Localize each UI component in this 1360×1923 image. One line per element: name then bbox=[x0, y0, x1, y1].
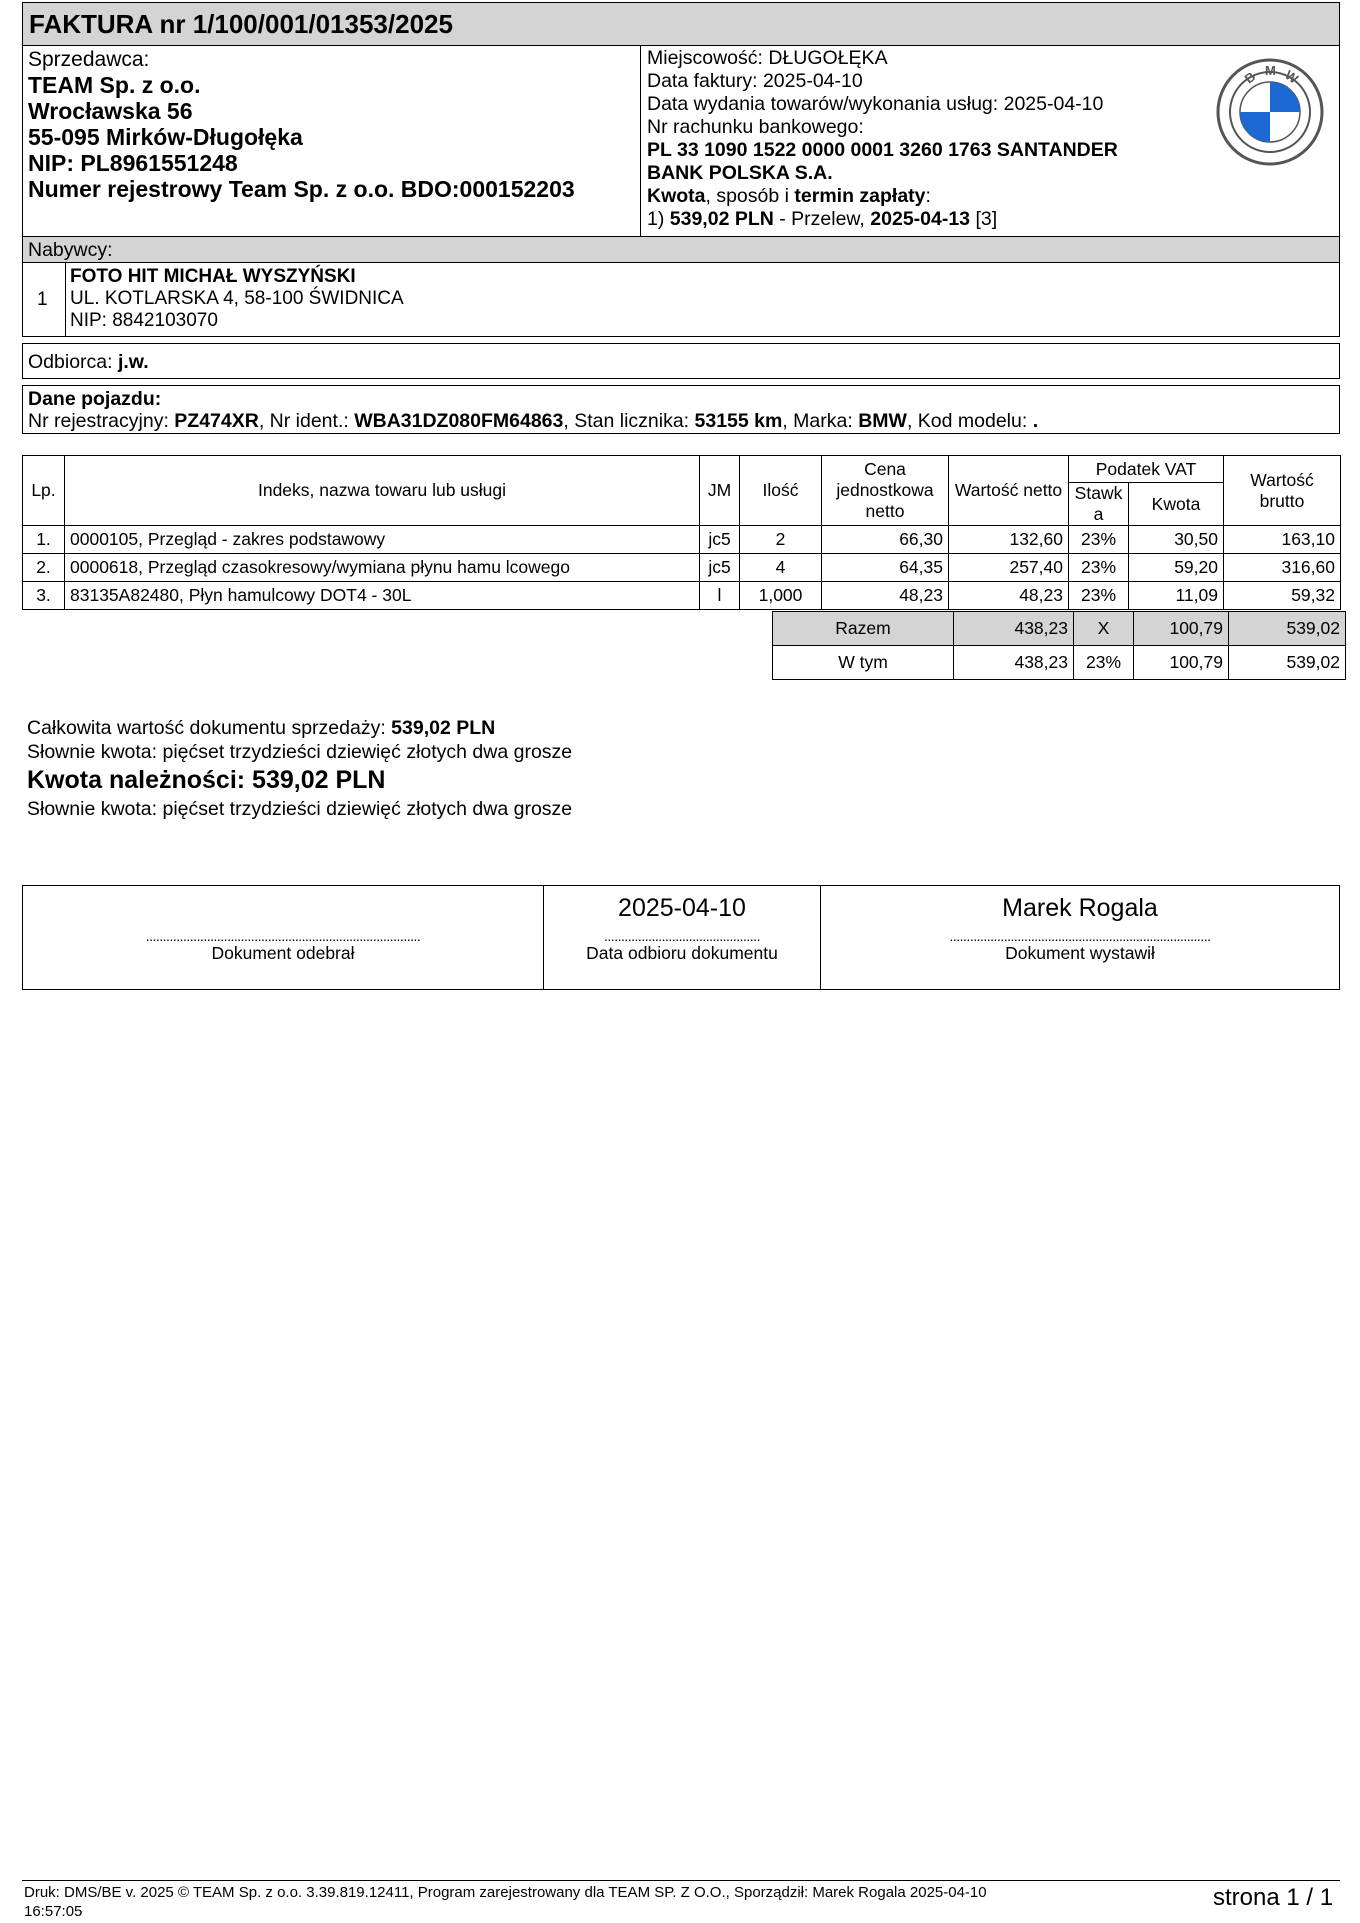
footer-line-2: 16:57:05 bbox=[24, 1903, 83, 1920]
row-vat: 11,09 bbox=[1129, 582, 1224, 610]
received-by-label: Dokument odebrał bbox=[211, 943, 355, 963]
issuer-name: Marek Rogala bbox=[1002, 894, 1158, 922]
table-row bbox=[23, 582, 1341, 610]
footer-divider bbox=[22, 1880, 1340, 1881]
buyer-number: 1 bbox=[37, 289, 48, 310]
seller-name: TEAM Sp. z o.o. bbox=[28, 72, 201, 98]
document-total: Całkowita wartość dokumentu sprzedaży: 539,02 PLN bbox=[27, 717, 496, 739]
receiver-section bbox=[22, 343, 1340, 379]
invoice-date: Data faktury: 2025-04-10 bbox=[647, 70, 863, 92]
row-lp: 1. bbox=[23, 526, 65, 554]
row-gross: 59,32 bbox=[1224, 582, 1341, 610]
row-rate: 23% bbox=[1069, 526, 1129, 554]
header-vat: Podatek VAT bbox=[1069, 456, 1224, 483]
svg-text:M: M bbox=[1265, 63, 1276, 78]
vehicle-section bbox=[22, 385, 1340, 434]
page-number: strona 1 / 1 bbox=[1213, 1884, 1334, 1911]
row-gross: 163,10 bbox=[1224, 526, 1341, 554]
receiver-line: Odbiorca: j.w. bbox=[28, 351, 149, 373]
including-net: 438,23 bbox=[954, 646, 1074, 680]
seller-registry: Numer rejestrowy Team Sp. z o.o. BDO:000152203 bbox=[28, 176, 575, 202]
invoice-title: FAKTURA nr 1/100/001/01353/2025 bbox=[29, 9, 453, 39]
signature-dots: ................................................................................. bbox=[145, 928, 421, 944]
svg-text:B: B bbox=[1241, 68, 1259, 87]
including-row bbox=[773, 646, 1346, 680]
sum-vat: 100,79 bbox=[1134, 612, 1229, 646]
row-unit-price: 48,23 bbox=[822, 582, 949, 610]
including-vat: 100,79 bbox=[1134, 646, 1229, 680]
signature-received bbox=[23, 886, 543, 989]
vehicle-label: Dane pojazdu: bbox=[28, 388, 162, 410]
signature-dots: .............................................. bbox=[604, 928, 760, 944]
buyer-address: UL. KOTLARSKA 4, 58-100 ŚWIDNICA bbox=[70, 288, 404, 309]
buyer-nip: NIP: 8842103070 bbox=[70, 310, 218, 331]
bank-name: BANK POLSKA S.A. bbox=[647, 162, 833, 184]
total-in-words: Słownie kwota: pięćset trzydzieści dziewięć złotych dwa grosze bbox=[27, 741, 573, 763]
invoice-delivery-date: Data wydania towarów/wykonania usług: 2025-04-10 bbox=[647, 93, 1104, 115]
invoice-title-bar bbox=[22, 2, 1340, 46]
buyers-header bbox=[22, 236, 1340, 263]
seller-section bbox=[22, 45, 1340, 237]
signatures-section bbox=[22, 885, 1340, 990]
sum-net: 438,23 bbox=[954, 612, 1074, 646]
signature-dots: ............................................................................. bbox=[949, 928, 1211, 944]
header-lp: Lp. bbox=[23, 456, 65, 526]
header-unit-price: Cena jednostkowa netto bbox=[822, 456, 949, 526]
row-rate: 23% bbox=[1069, 582, 1129, 610]
footer-line-1: Druk: DMS/BE v. 2025 © TEAM Sp. z o.o. 3.39.819.12411, Program zarejestrowany dla TEAM SP. Z O.O., Sporządził: Marek Rogala 2025-04-10 bbox=[24, 1884, 987, 1901]
bmw-logo bbox=[1216, 58, 1324, 166]
row-vat: 59,20 bbox=[1129, 554, 1224, 582]
header-gross: Wartość brutto bbox=[1224, 456, 1341, 526]
table-row bbox=[23, 554, 1341, 582]
bank-account-number: PL 33 1090 1522 0000 0001 3260 1763 SANTANDER bbox=[647, 139, 1118, 161]
row-name: 0000618, Przegląd czasokresowy/wymiana płynu hamu lcowego bbox=[65, 554, 700, 582]
sum-label: Razem bbox=[773, 612, 954, 646]
row-lp: 3. bbox=[23, 582, 65, 610]
seller-nip: NIP: PL8961551248 bbox=[28, 150, 238, 176]
row-jm: l bbox=[700, 582, 740, 610]
items-table bbox=[22, 455, 1341, 610]
seller-label: Sprzedawca: bbox=[28, 48, 150, 71]
svg-text:W: W bbox=[1282, 67, 1301, 87]
row-rate: 23% bbox=[1069, 554, 1129, 582]
row-qty: 2 bbox=[740, 526, 822, 554]
bank-account-label: Nr rachunku bankowego: bbox=[647, 116, 864, 138]
seller-divider bbox=[640, 46, 641, 236]
seller-city: 55-095 Mirków-Długołęka bbox=[28, 124, 303, 150]
payment-terms-value: 1) 539,02 PLN - Przelew, 2025-04-13 [3] bbox=[647, 208, 998, 230]
amount-due-in-words: Słownie kwota: pięćset trzydzieści dziewięć złotych dwa grosze bbox=[27, 798, 573, 820]
row-name: 83135A82480, Płyn hamulcowy DOT4 - 30L bbox=[65, 582, 700, 610]
signature-issued bbox=[821, 886, 1339, 989]
row-net: 132,60 bbox=[949, 526, 1069, 554]
footer-text bbox=[24, 1883, 1024, 1921]
signature-date bbox=[544, 886, 820, 989]
row-qty: 4 bbox=[740, 554, 822, 582]
payment-terms-label: Kwota, sposób i termin zapłaty: bbox=[647, 185, 931, 207]
receipt-date: 2025-04-10 bbox=[618, 894, 746, 922]
sum-row bbox=[773, 612, 1346, 646]
buyers-section bbox=[22, 262, 1340, 337]
table-row bbox=[23, 526, 1341, 554]
buyers-label: Nabywcy: bbox=[28, 239, 113, 261]
sum-gross: 539,02 bbox=[1229, 612, 1346, 646]
amount-due: Kwota należności: 539,02 PLN bbox=[27, 766, 386, 794]
row-jm: jc5 bbox=[700, 554, 740, 582]
row-jm: jc5 bbox=[700, 526, 740, 554]
vehicle-details: Nr rejestracyjny: PZ474XR, Nr ident.: WBA31DZ080FM64863, Stan licznika: 53155 km, Marka: BMW, Kod modelu: . bbox=[28, 410, 1039, 432]
summary-table bbox=[772, 611, 1346, 680]
including-gross: 539,02 bbox=[1229, 646, 1346, 680]
row-net: 48,23 bbox=[949, 582, 1069, 610]
including-label: W tym bbox=[773, 646, 954, 680]
header-jm: JM bbox=[700, 456, 740, 526]
buyer-name: FOTO HIT MICHAŁ WYSZYŃSKI bbox=[70, 266, 356, 287]
header-rate: Stawk a bbox=[1069, 483, 1129, 526]
header-vat-amount: Kwota bbox=[1129, 483, 1224, 526]
invoice-place: Miejscowość: DŁUGOŁĘKA bbox=[647, 47, 888, 69]
header-qty: Ilość bbox=[740, 456, 822, 526]
seller-street: Wrocławska 56 bbox=[28, 98, 193, 124]
buyers-divider bbox=[65, 263, 66, 336]
row-name: 0000105, Przegląd - zakres podstawowy bbox=[65, 526, 700, 554]
row-lp: 2. bbox=[23, 554, 65, 582]
sum-rate: X bbox=[1074, 612, 1134, 646]
row-gross: 316,60 bbox=[1224, 554, 1341, 582]
header-net: Wartość netto bbox=[949, 456, 1069, 526]
row-unit-price: 64,35 bbox=[822, 554, 949, 582]
row-vat: 30,50 bbox=[1129, 526, 1224, 554]
row-unit-price: 66,30 bbox=[822, 526, 949, 554]
row-qty: 1,000 bbox=[740, 582, 822, 610]
row-net: 257,40 bbox=[949, 554, 1069, 582]
issued-by-label: Dokument wystawił bbox=[1005, 943, 1155, 963]
header-name: Indeks, nazwa towaru lub usługi bbox=[65, 456, 700, 526]
receipt-date-label: Data odbioru dokumentu bbox=[586, 943, 778, 963]
including-rate: 23% bbox=[1074, 646, 1134, 680]
